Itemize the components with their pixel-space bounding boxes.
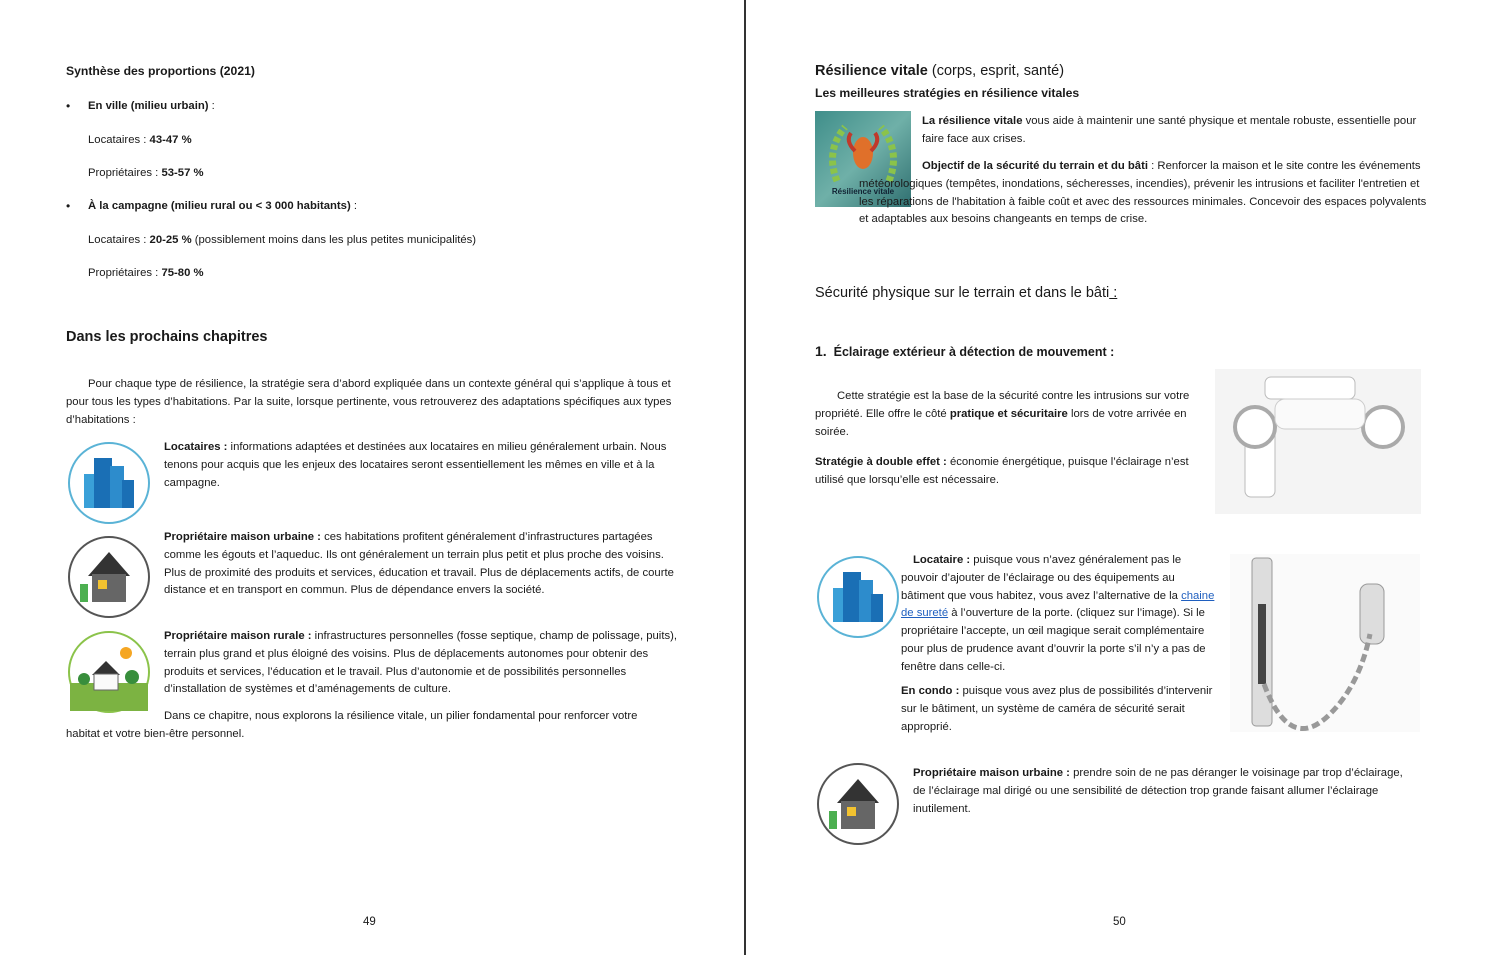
city-suffix: : xyxy=(208,100,215,112)
urban-house-icon xyxy=(68,536,150,618)
safety-chain-link[interactable]: chaine de sureté xyxy=(901,589,1215,620)
rural-house-icon xyxy=(68,631,150,713)
page-number: 50 xyxy=(1113,916,1126,928)
objective-label: Objectif de la sécurité du terrain et du bâti xyxy=(922,160,1148,172)
summary-title: Synthèse des proportions (2021) xyxy=(66,64,255,78)
bullet-icon: • xyxy=(66,99,71,113)
motion-light-image xyxy=(1215,369,1421,514)
double-label: Stratégie à double effet : xyxy=(815,456,947,468)
tenant-text-end: à l’ouverture de la porte. (cliquez sur l’image). Si le propriétaire l’accepte, un œil magique serait complémentaire pour plus de prudence avant d’ouvrir la porte s’il n’y a pas de fenêtre dans celle-ci. xyxy=(901,607,1206,673)
rural-text: infrastructures personnelles (fosse septique, champ de polissage, puits), terrain plus grand et plus éloigné des voisins. Plus de déplacements autonomes pour obtenir des produits et services, l’éducation et le travail. Plus d’autonomie et de possibilités personnelles d’installation de systèmes et d’aménagements de culture. xyxy=(164,630,678,696)
urban-owner-paragraph xyxy=(164,529,678,600)
section-colon: : xyxy=(1109,285,1118,301)
title-rest: (corps, esprit, santé) xyxy=(927,63,1065,79)
page-subtitle: Les meilleures stratégies en résilience vitales xyxy=(815,86,1080,100)
bullet-icon: • xyxy=(66,199,71,213)
city-label: En ville (milieu urbain) xyxy=(88,100,209,112)
tenants-label: Locataires : xyxy=(164,441,228,453)
tenant-text: puisque vous n’avez généralement pas le pouvoir d’ajouter de l’éclairage ou des équipements au bâtiment que vous habitez, vous avez l’alternative de la xyxy=(901,554,1182,602)
label: Propriétaires : xyxy=(88,267,162,279)
page-number: 49 xyxy=(363,916,376,928)
urban-owner-paragraph xyxy=(913,765,1403,818)
vital-paragraph xyxy=(922,113,1432,149)
rural-owner-paragraph xyxy=(164,628,680,699)
strategy-bold: pratique et sécuritaire xyxy=(949,407,1068,420)
page-title xyxy=(815,63,1064,81)
city-item xyxy=(88,98,215,116)
intro-paragraph: Pour chaque type de résilience, la stratégie sera d’abord expliquée dans un contexte général qui s’applique à tous et pour tous les types d’habitations. Par la suite, lorsque pertinente, vous retrouverez des adaptations spécifiques aux types d’habitations : xyxy=(66,378,672,426)
title-bold: Résilience vitale xyxy=(815,63,928,79)
urban-label: Propriétaire maison urbaine : xyxy=(913,767,1070,779)
city-owners xyxy=(88,165,204,183)
label: Locataires : xyxy=(88,234,150,246)
value: 43-47 % xyxy=(149,134,192,146)
strategy-text: Cette stratégie est la base de la sécurité contre les intrusions sur votre propriété. Elle offre le côté xyxy=(815,390,1190,420)
door-chain-image[interactable] xyxy=(1230,554,1420,732)
closing-paragraph: Dans ce chapitre, nous explorons la résilience vitale, un pilier fondamental pour renforcer votre habitat et votre bien-être personnel. xyxy=(66,710,638,740)
vital-text: vous aide à maintenir une santé physique et mentale robuste, essentielle pour faire face aux crises. xyxy=(922,115,1417,145)
section-heading xyxy=(815,285,1117,303)
double-effect-paragraph xyxy=(815,454,1200,490)
tenants-text: informations adaptées et destinées aux locataires en milieu généralement urbain. Nous tenons pour acquis que les enjeux des locataires seront essentiellement les mêmes en ville et à la campagne. xyxy=(164,441,667,489)
item-1-heading xyxy=(815,343,1114,362)
item-title: Éclairage extérieur à détection de mouvement : xyxy=(833,345,1115,359)
double-text: économie énergétique, puisque l’éclairage n’est utilisé que lorsqu’elle est nécessaire. xyxy=(815,456,1189,486)
condo-paragraph xyxy=(901,683,1216,736)
tenant-label: Locataire : xyxy=(913,554,971,566)
strategy-text-end: lors de votre arrivée en soirée. xyxy=(815,407,1187,438)
country-label: À la campagne (milieu rural ou < 3 000 habitants) xyxy=(88,200,351,212)
tenant-paragraph xyxy=(901,552,1216,677)
note: (possiblement moins dans les plus petites municipalités) xyxy=(191,234,477,246)
condo-text: puisque vous avez plus de possibilités d’intervenir sur le bâtiment, un système de caméra de sécurité serait approprié. xyxy=(901,685,1213,733)
vital-label: La résilience vitale xyxy=(922,115,1023,127)
urban-text: ces habitations profitent généralement d’infrastructures partagées comme les égouts et l’aqueduc. Ils ont généralement un terrain plus petit et plus proche des voisins. Plus de proximité des produits et services, éducation et travail. Plus de déplacements actifs, de courte distance et en transport en commun. Plus de dépendance envers la société. xyxy=(164,531,674,597)
section-heading-text: Sécurité physique sur le terrain et dans le bâti xyxy=(815,285,1110,301)
rural-label: Propriétaire maison rurale : xyxy=(164,630,312,642)
objective-text: : Renforcer la maison et le site contre les événements météorologiques (tempêtes, inondations, sécheresses, incendies), prévenir les intrusions et faciliter l'entretien et les réparations de l'habitation à faible coût et avec des ressources minimales. Concevoir des espaces polyvalents et adaptables aux besoins changeants en temps de crise. xyxy=(859,160,1427,226)
item-number: 1. xyxy=(815,343,827,359)
page-50 xyxy=(746,0,1488,955)
image-caption: Résilience vitale xyxy=(831,187,895,196)
value: 75-80 % xyxy=(161,267,204,279)
city-buildings-icon xyxy=(68,442,150,524)
country-suffix: : xyxy=(350,200,358,212)
city-buildings-icon xyxy=(817,556,899,638)
strategy-paragraph xyxy=(815,388,1200,441)
value: 53-57 % xyxy=(161,167,204,179)
urban-house-icon xyxy=(817,763,899,845)
condo-label: En condo : xyxy=(901,685,960,697)
country-owners xyxy=(88,265,204,283)
country-item xyxy=(88,198,357,216)
country-tenants xyxy=(88,232,476,250)
objective-paragraph xyxy=(859,158,1429,229)
chapters-heading: Dans les prochains chapitres xyxy=(66,329,268,345)
urban-text: prendre soin de ne pas déranger le voisinage par trop d’éclairage, de l’éclairage mal dirigé ou une sensibilité de détection trop grande faisant allumer l’éclairage inutilement. xyxy=(913,767,1403,815)
city-tenants xyxy=(88,132,192,150)
tenants-paragraph xyxy=(164,439,678,492)
urban-label: Propriétaire maison urbaine : xyxy=(164,531,321,543)
value: 20-25 % xyxy=(149,234,192,246)
label: Propriétaires : xyxy=(88,167,162,179)
label: Locataires : xyxy=(88,134,150,146)
